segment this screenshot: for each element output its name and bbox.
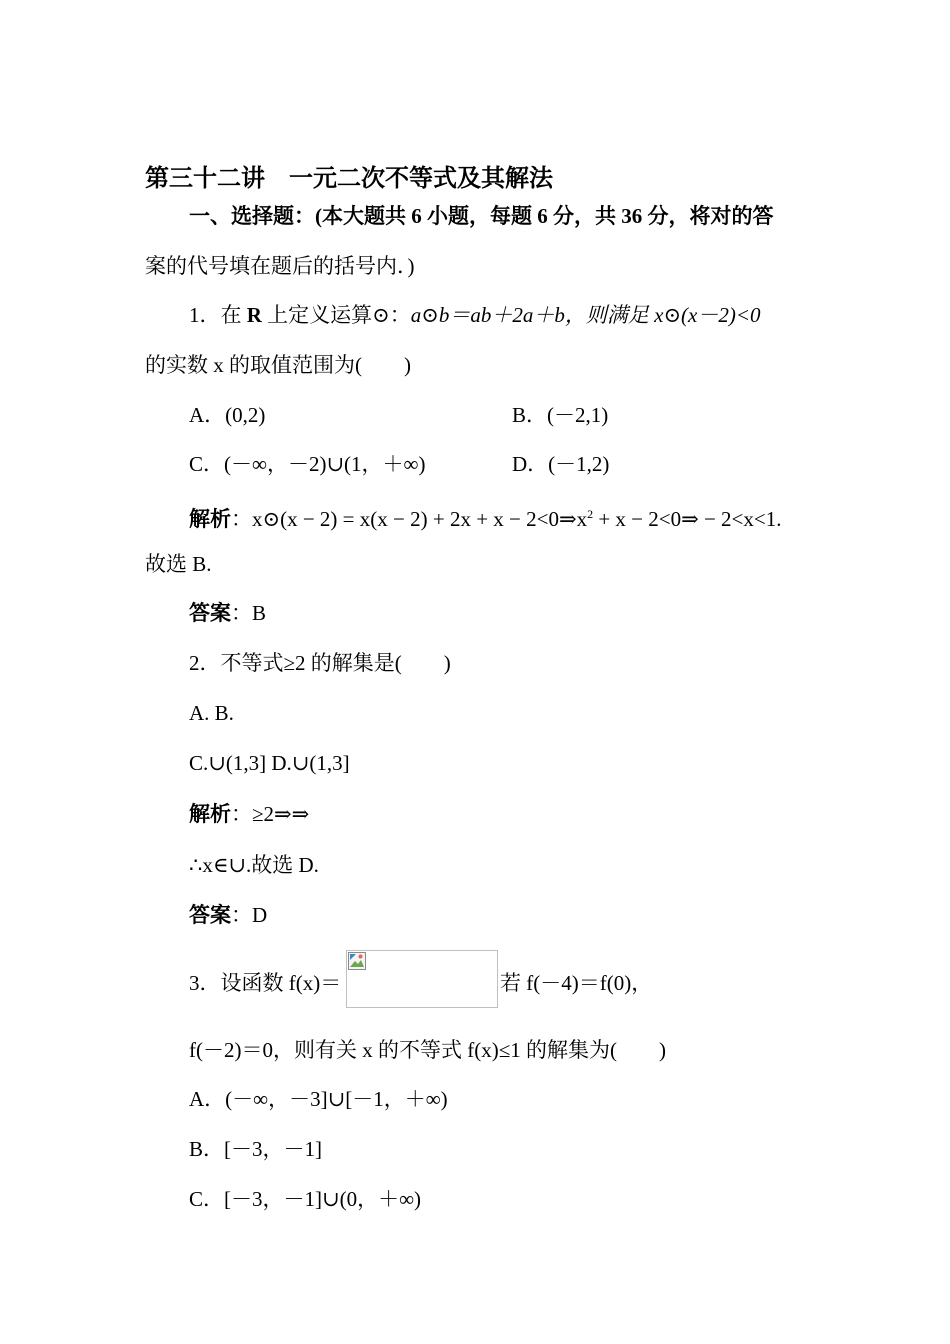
broken-image-icon	[348, 952, 366, 970]
q1-option-c: C．(－∞，－2)∪(1，＋∞)	[189, 452, 426, 476]
q3-stem-line-2: f(－2)＝0，则有关 x 的不等式 f(x)≤1 的解集为( )	[189, 1038, 666, 1062]
q2-analysis-text: ：≥2⇒⇒	[231, 802, 310, 826]
q1-op-definition: 上定义运算⊙：	[261, 303, 411, 327]
q3-stem-start: 3．设函数 f(x)＝	[189, 971, 342, 995]
q1-answer-value: ：B	[231, 601, 267, 625]
q1-answer	[189, 600, 266, 626]
q2-options-ab: A. B.	[189, 701, 234, 725]
q1-analysis-text: ：x⊙(x − 2) = x(x − 2) + 2x + x − 2<0⇒x	[231, 507, 588, 531]
q1-analysis	[189, 501, 781, 532]
q2-analysis-label: 解析	[189, 802, 231, 826]
q2-analysis-line-2: ∴x∈∪.故选 D.	[189, 853, 319, 877]
q1-number: 1．在	[189, 303, 247, 327]
q1-stem-line-2: 的实数 x 的取值范围为( )	[145, 353, 411, 377]
q2-options-cd: C.∪(1,3] D.∪(1,3]	[189, 751, 350, 775]
q1-analysis-label: 解析	[189, 507, 231, 531]
q2-analysis	[189, 801, 309, 827]
q3-option-b: B．[－3，－1]	[189, 1137, 322, 1161]
section-heading-line-1: 一、选择题：(本大题共 6 小题，每题 6 分，共 36 分，将对的答	[189, 204, 774, 228]
q2-answer-label: 答案	[189, 903, 231, 927]
q3-option-a: A．(－∞，－3]∪[－1，＋∞)	[189, 1087, 448, 1111]
q1-option-d: D．(－1,2)	[512, 452, 610, 476]
q3-option-c: C．[－3，－1]∪(0，＋∞)	[189, 1187, 422, 1211]
q1-answer-label: 答案	[189, 601, 231, 625]
piecewise-function-image	[346, 950, 498, 1008]
lesson-title: 第三十二讲 一元二次不等式及其解法	[145, 166, 553, 192]
q1-real-set: R	[246, 303, 262, 327]
q1-analysis-tail: + x − 2<0⇒ − 2<x<1.	[593, 507, 782, 531]
q2-answer	[189, 902, 267, 928]
q1-stem-line-1	[189, 302, 761, 328]
q2-stem: 2．不等式≥2 的解集是( )	[189, 651, 451, 675]
q1-analysis-superscript: 2	[587, 507, 594, 521]
q1-expression: a⊙b＝ab＋2a＋b，则满足 x⊙(x－2)<0	[410, 303, 761, 327]
q1-option-b: B．(－2,1)	[512, 403, 609, 427]
q2-answer-value: ：D	[231, 903, 268, 927]
q1-analysis-line-2: 故选 B.	[145, 552, 212, 576]
q1-option-a: A．(0,2)	[189, 403, 266, 427]
section-heading-line-2: 案的代号填在题后的括号内．)	[145, 254, 415, 278]
q3-stem-continued: 若 f(－4)＝f(0)，	[500, 971, 653, 995]
